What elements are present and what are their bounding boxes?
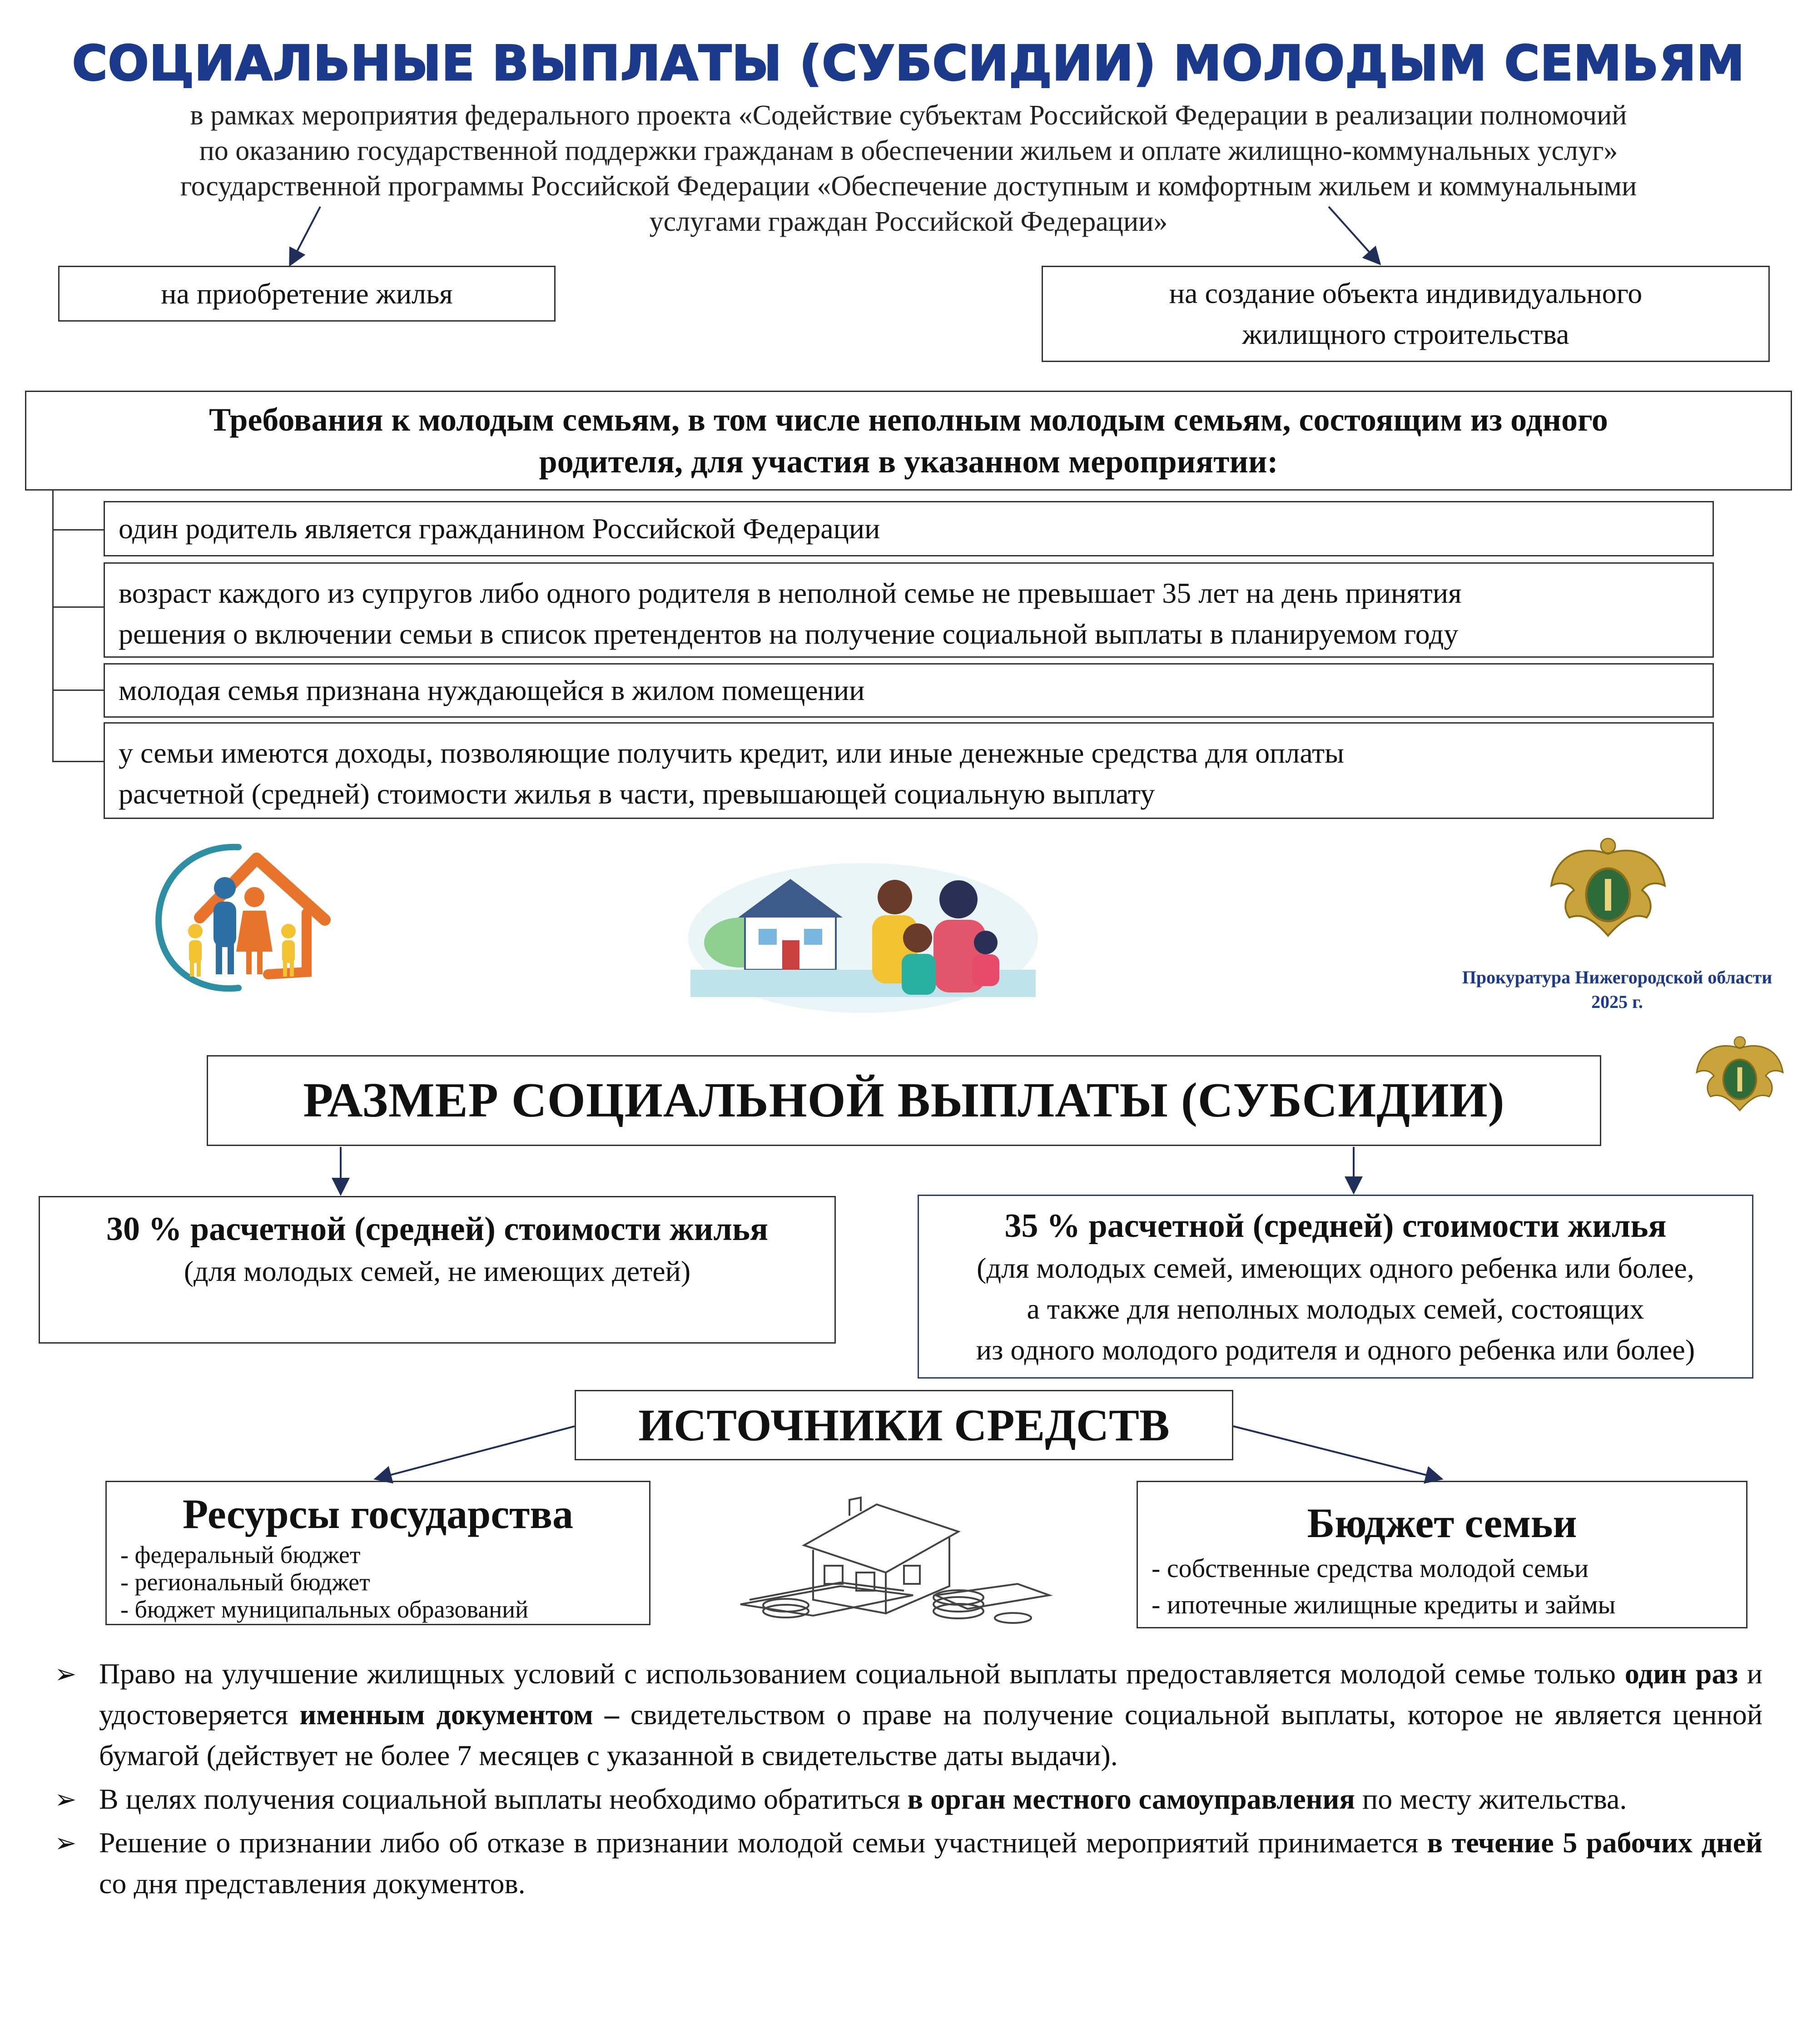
purpose-construction-line: жилищного строительства (1242, 318, 1569, 350)
payment-35-title: 35 % расчетной (средней) стоимости жилья (1004, 1207, 1667, 1245)
requirement-text: молодая семья признана нуждающейся в жилом помещении (119, 674, 865, 706)
purpose-construction-line: на создание объекта индивидуального (1169, 277, 1643, 309)
organization-name: Прокуратура Нижегородской области (1462, 967, 1772, 987)
requirement-text: расчетной (средней) стоимости жилья в части, превышающей социальную выплату (119, 778, 1155, 810)
family-house-logo (145, 833, 336, 1004)
intro-line: услугами граждан Российской Федерации» (649, 206, 1168, 237)
requirement-item (104, 663, 1714, 718)
size-heading: РАЗМЕР СОЦИАЛЬНОЙ ВЫПЛАТЫ (СУБСИДИИ) (303, 1073, 1505, 1127)
note-text: В целях получения социальной выплаты необходимо обратиться (99, 1783, 908, 1815)
requirement-item (104, 562, 1714, 658)
family-house-illustration (686, 847, 1040, 1015)
purpose-construction-box (1042, 266, 1770, 362)
note-item (55, 1653, 1762, 1776)
note-item (55, 1822, 1762, 1904)
note-emphasis: именным документом – (299, 1698, 619, 1731)
bracket-tick (52, 529, 104, 531)
payment-35-desc: из одного молодого родителя и одного ребенка или более) (976, 1334, 1695, 1366)
arrow-bullet-icon: ➢ (55, 1827, 77, 1858)
list-item: - собственные средства молодой семьи (1152, 1550, 1733, 1587)
intro-line: в рамках мероприятия федерального проекта «Содействие субъектам Российской Федерации в реализации полномочий (190, 100, 1627, 131)
requirements-bracket (52, 491, 54, 761)
arrow-bullet-icon: ➢ (55, 1658, 77, 1689)
page-title: СОЦИАЛЬНЫЕ ВЫПЛАТЫ (СУБСИДИИ) МОЛОДЫМ СЕМЬЯМ (72, 35, 1745, 91)
requirement-item (104, 501, 1714, 556)
note-text: Решение о признании либо об отказе в признании молодой семьи участницей мероприятий принимается (99, 1826, 1427, 1859)
requirement-text: один родитель является гражданином Российской Федерации (119, 512, 880, 545)
intro-text (82, 98, 1735, 239)
purpose-construction-label (1043, 267, 1768, 361)
payment-35-desc: а также для неполных молодых семей, состоящих (1027, 1293, 1644, 1325)
note-emphasis: в орган местного самоуправления (907, 1783, 1355, 1815)
note-text: со дня представления документов. (99, 1867, 526, 1900)
requirement-item (104, 722, 1714, 819)
payment-35-box (918, 1195, 1753, 1379)
payment-30-box (39, 1196, 836, 1344)
note-text: Право на улучшение жилищных условий с использованием социальной выплаты предоставляется молодой семье только (99, 1657, 1625, 1690)
organization-caption (1422, 965, 1812, 1014)
bracket-tick (52, 690, 104, 691)
prosecutor-emblem-icon (1542, 836, 1674, 949)
government-resources-box (105, 1481, 650, 1625)
notes-section (55, 1653, 1762, 1907)
payment-30-title: 30 % расчетной (средней) стоимости жилья (106, 1211, 769, 1248)
intro-line: государственной программы Российской Федерации «Обеспечение доступным и комфортным жильем и коммунальными (180, 171, 1637, 202)
bracket-tick (52, 761, 104, 762)
requirements-heading-box (25, 391, 1792, 491)
arrow-to-government (377, 1426, 575, 1478)
arrow-to-family (1233, 1426, 1440, 1478)
requirements-heading-line: родителя, для участия в указанном мероприятии: (539, 443, 1278, 480)
requirement-text: у семьи имеются доходы, позволяющие получить кредит, или иные денежные средства для оплаты (119, 737, 1345, 769)
note-emphasis: один раз (1624, 1657, 1738, 1690)
house-money-illustration (722, 1482, 1063, 1632)
bracket-tick (52, 606, 104, 608)
note-text: свидетельством о праве на получение социальной выплаты, которое не является ценной бумагой (действует не более 7 месяцев с указанной в свидетельстве даты выдачи). (99, 1698, 1763, 1771)
government-resources-list (120, 1541, 635, 1623)
requirements-heading-line: Требования к молодым семьям, в том числе неполным молодым семьям, состоящим из одного (209, 402, 1608, 438)
purpose-purchase-box (58, 266, 556, 322)
government-resources-title: Ресурсы государства (182, 1491, 574, 1537)
requirements-heading (26, 392, 1791, 489)
list-item: - федеральный бюджет (120, 1541, 635, 1568)
note-text: по месту жительства. (1355, 1783, 1627, 1815)
note-text: и удостоверяется (99, 1657, 1763, 1731)
requirement-text: решения о включении семьи в список претендентов на получение социальной выплаты в планируемом году (119, 618, 1459, 650)
organization-year: 2025 г. (1591, 992, 1643, 1012)
list-item: - ипотечные жилищные кредиты и займы (1152, 1587, 1733, 1623)
list-item: - бюджет муниципальных образований (120, 1596, 635, 1623)
family-budget-title: Бюджет семьи (1307, 1500, 1577, 1546)
arrow-bullet-icon: ➢ (55, 1784, 77, 1815)
sources-heading-box (575, 1390, 1233, 1460)
note-item (55, 1779, 1762, 1820)
intro-line: по оказанию государственной поддержки гражданам в обеспечении жильем и оплате жилищно-коммунальных услуг» (199, 135, 1618, 166)
note-emphasis: в течение 5 рабочих дней (1427, 1826, 1763, 1859)
family-budget-box (1137, 1481, 1747, 1628)
payment-35-desc: (для молодых семей, имеющих одного ребенка или более, (977, 1252, 1694, 1284)
sources-heading: ИСТОЧНИКИ СРЕДСТВ (638, 1400, 1170, 1450)
purpose-purchase-label: на приобретение жилья (161, 277, 453, 310)
requirement-text: возраст каждого из супругов либо одного родителя в неполной семье не превышает 35 лет на день принятия (119, 577, 1462, 609)
size-heading-box (207, 1055, 1601, 1146)
list-item: - региональный бюджет (120, 1568, 635, 1596)
prosecutor-emblem-icon (1690, 1033, 1790, 1122)
payment-30-desc: (для молодых семей, не имеющих детей) (184, 1255, 691, 1287)
family-budget-list (1152, 1550, 1733, 1623)
